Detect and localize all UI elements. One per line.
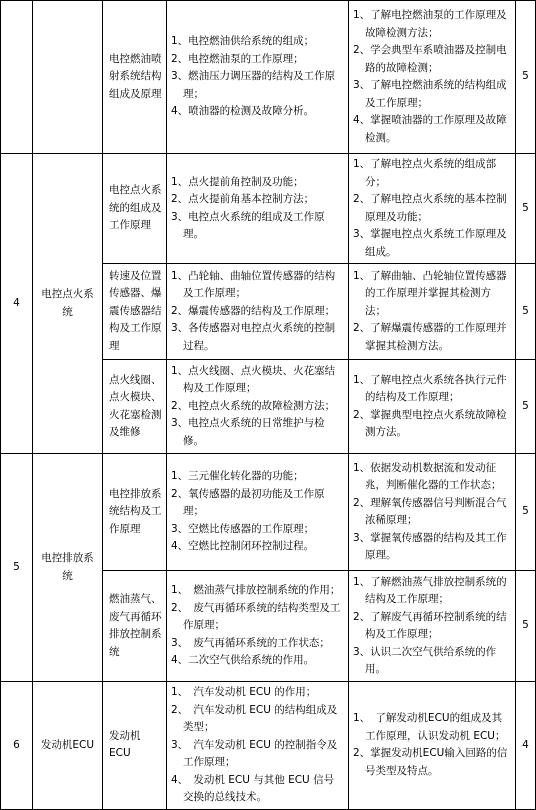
hours-cell: 5 (516, 264, 536, 360)
goal-line: 2、了解爆震传感器的工作原理并掌握其检测方法。 (353, 322, 507, 352)
content-line: 3、 废气再循环系统的工作状态； (171, 636, 330, 649)
hours-cell: 4 (516, 682, 536, 810)
table-row (1, 1, 536, 154)
goal-cell (349, 682, 516, 810)
goal-line: 2、掌握发动机ECU输入回路的信号类型及特点。 (353, 747, 508, 777)
content-line: 3、各传感器对电控点火系统的控制过程。 (171, 322, 336, 352)
content-cell (167, 571, 349, 682)
content-line: 2、点火提前角基本控制方法； (171, 193, 315, 205)
goal-cell (349, 454, 516, 571)
goal-cell (349, 360, 516, 454)
content-line: 3、空燃比传感器的工作原理； (171, 522, 315, 535)
content-cell (167, 454, 349, 571)
content-line: 3、 汽车发动机 ECU 的控制指令及工作原理； (171, 738, 338, 768)
unit-cell: 电控燃油喷射系统结构组成及原理 (103, 1, 167, 154)
content-line: 1、 汽车发动机 ECU 的作用； (171, 686, 317, 698)
content-line: 2、 废气再循环系统的结构类型及工作原理； (171, 601, 341, 632)
unit-cell: 转速及位置传感器、爆震传感器结构及工作原理 (103, 264, 167, 360)
goal-line: 2、了解废气再循环控制系统的结构及工作原理； (353, 610, 507, 640)
content-line: 4、喷油器的检测及故障分析。 (171, 105, 315, 118)
module-number-cell: 5 (1, 454, 33, 682)
content-line: 4、二次空气供给系统的作用。 (171, 654, 315, 667)
content-line: 1、 燃油蒸气排放控制系统的作用； (171, 584, 341, 597)
goal-line: 1、了解电控燃油泵的工作原理及故障检测方法； (353, 9, 507, 39)
unit-cell: 燃油蒸气、废气再循环排放控制系统 (103, 571, 167, 682)
goal-line: 1、 了解发动机ECU的组成及其工作原理，认识发动机 ECU； (353, 712, 506, 742)
module-number-cell: 6 (1, 682, 33, 810)
table-row (1, 682, 536, 810)
content-line: 4、 发动机 ECU 与其他 ECU 信号交换的总线技术。 (171, 773, 335, 803)
content-line: 2、 汽车发动机 ECU 的结构组成及类型； (171, 703, 338, 733)
content-line: 1、凸轮轴、曲轴位置传感器的结构及工作原理； (171, 269, 336, 300)
hours-cell: 5 (516, 571, 536, 682)
content-line: 3、电控点火系统的日常维护与检修。 (171, 417, 325, 447)
content-line: 3、燃油压力调压器的结构及工作原理； (171, 70, 336, 100)
unit-cell: 电控排放系统结构及工作原理 (103, 454, 167, 571)
content-line: 2、电控燃油泵的工作原理； (171, 52, 304, 65)
goal-line: 1、了解电控点火系统的组成部分； (353, 158, 497, 188)
table-row (1, 454, 536, 571)
module-name-cell: 电控点火系统 (33, 154, 103, 454)
module-name-cell: 发动机ECU (33, 682, 103, 810)
content-line: 1、三元催化转化器的功能； (171, 470, 304, 483)
module-number-cell (1, 1, 33, 154)
goal-line: 4、掌握喷油器的工作原理及故障检测。 (353, 114, 507, 144)
goal-line: 2、理解氧传感器信号判断混合气浓稀原理； (353, 496, 507, 526)
module-name-cell (33, 1, 103, 154)
goal-line: 2、掌握典型电控点火系统故障检测方法。 (353, 408, 507, 438)
content-cell (167, 360, 349, 454)
module-name-cell: 电控排放系统 (33, 454, 103, 682)
goal-line: 1、依据发动机数据流和发动征兆，判断催化器的工作状态； (353, 461, 502, 491)
content-line: 2、爆震传感器的结构及工作原理； (171, 304, 336, 317)
goal-line: 2、了解电控点火系统的基本控制原理及功能； (353, 193, 507, 223)
content-cell (167, 264, 349, 360)
goal-line: 1、了解燃油蒸气排放控制系统的结构及工作原理； (353, 575, 507, 605)
hours-cell: 5 (516, 1, 536, 154)
content-line: 2、电控点火系统的故障检测方法； (171, 399, 336, 412)
unit-cell: 电控点火系统的组成及工作原理 (103, 154, 167, 264)
hours-cell: 5 (516, 454, 536, 571)
content-line: 2、氧传感器的最初功能及工作原理； (171, 487, 325, 518)
unit-cell: 发动机ECU (103, 682, 167, 810)
goal-cell (349, 264, 516, 360)
content-line: 1、点火提前角控制及功能； (171, 175, 304, 188)
content-line: 3、电控点火系统的组成及工作原理。 (171, 210, 325, 240)
goal-line: 3、认识二次空气供给系统的作用。 (353, 645, 497, 675)
unit-cell: 点火线圈、点火模块、火花塞检测及维修 (103, 360, 167, 454)
hours-cell: 5 (516, 154, 536, 264)
goal-line: 3、掌握氧传感器的结构及其工作原理。 (353, 531, 507, 561)
goal-line: 3、了解电控燃油系统的结构组成及工作原理； (353, 79, 507, 109)
goal-cell (349, 571, 516, 682)
goal-line: 1、了解曲轴、凸轮轴位置传感器的工作原理并掌握其检测方法； (353, 269, 507, 317)
table-row (1, 154, 536, 264)
goal-cell (349, 1, 516, 154)
content-cell (167, 154, 349, 264)
content-cell (167, 682, 349, 810)
module-number-cell: 4 (1, 154, 33, 454)
content-line: 1、电控燃油供给系统的组成； (171, 35, 315, 48)
goal-line: 2、学会典型车系喷油器及控制电路的故障检测； (353, 44, 507, 74)
hours-cell: 5 (516, 360, 536, 454)
goal-line: 1、了解电控点火系统各执行元件的结构及工作原理； (353, 373, 507, 403)
content-line: 4、空燃比控制闭环控制过程。 (171, 540, 315, 553)
content-cell (167, 1, 349, 154)
goal-line: 3、掌握电控点火系统工作原理及组成。 (353, 228, 507, 258)
goal-cell (349, 154, 516, 264)
content-line: 1、点火线圈、点火模块、火花塞结构及工作原理； (171, 364, 336, 395)
